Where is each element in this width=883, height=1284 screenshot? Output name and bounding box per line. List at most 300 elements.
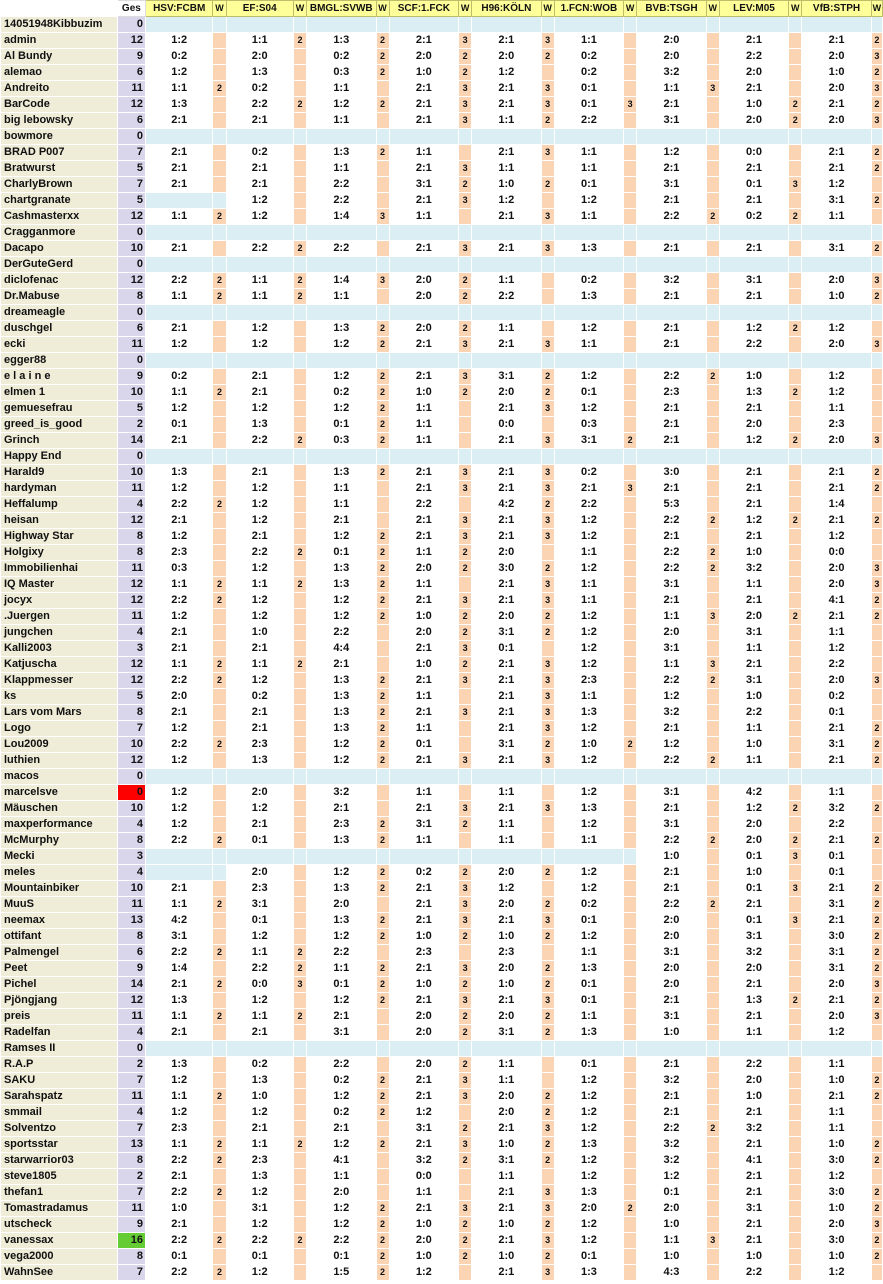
points-cell <box>376 353 389 369</box>
match-header: LEV:M05 <box>719 1 788 17</box>
points-cell: 2 <box>871 913 882 929</box>
points-cell <box>459 417 472 433</box>
points-cell <box>459 1185 472 1201</box>
points-cell <box>706 1025 719 1041</box>
tip-cell: 1:1 <box>554 337 623 353</box>
points-cell <box>376 449 389 465</box>
points-cell: 3 <box>541 1121 554 1137</box>
tip-cell: 1:3 <box>307 913 376 929</box>
points-cell: 3 <box>459 1137 472 1153</box>
total-points: 2 <box>117 417 145 433</box>
points-cell <box>293 1073 306 1089</box>
points-cell <box>789 529 802 545</box>
points-cell <box>789 673 802 689</box>
points-cell: 2 <box>376 753 389 769</box>
player-name[interactable]: Al Bundy <box>1 49 118 65</box>
points-cell: 2 <box>213 273 226 289</box>
tip-cell <box>307 449 376 465</box>
table-row <box>1 433 883 449</box>
tip-cell: 1:0 <box>637 849 706 865</box>
tip-cell: 3:1 <box>719 625 788 641</box>
tip-cell: 2:1 <box>389 113 458 129</box>
player-name[interactable]: Immobilienhai <box>1 561 118 577</box>
tip-cell: 2:0 <box>802 337 871 353</box>
points-cell <box>789 929 802 945</box>
tip-cell: 3:2 <box>389 1153 458 1169</box>
points-cell: 2 <box>789 97 802 113</box>
table-row <box>1 641 883 657</box>
points-cell: 2 <box>376 689 389 705</box>
points-cell <box>376 1185 389 1201</box>
points-cell <box>789 721 802 737</box>
points-cell <box>213 1041 226 1057</box>
tip-cell <box>554 449 623 465</box>
player-name[interactable]: dreameagle <box>1 305 118 321</box>
tip-cell: 2:2 <box>307 625 376 641</box>
tip-cell: 0:2 <box>226 145 293 161</box>
points-cell <box>789 1121 802 1137</box>
points-cell <box>376 1041 389 1057</box>
player-name[interactable]: elmen 1 <box>1 385 118 401</box>
tip-cell: 2:0 <box>472 545 541 561</box>
points-cell: 3 <box>871 1217 882 1233</box>
points-cell <box>541 161 554 177</box>
points-cell <box>624 1249 637 1265</box>
tip-cell: 1:0 <box>472 1249 541 1265</box>
points-cell: 2 <box>213 1137 226 1153</box>
tip-cell: 2:1 <box>637 417 706 433</box>
player-name[interactable]: sportsstar <box>1 1137 118 1153</box>
points-cell <box>789 689 802 705</box>
points-cell <box>706 945 719 961</box>
player-name[interactable]: Kalli2003 <box>1 641 118 657</box>
tip-cell: 2:1 <box>637 1105 706 1121</box>
tip-cell: 1:3 <box>307 721 376 737</box>
player-name[interactable]: heisan <box>1 513 118 529</box>
points-cell <box>624 961 637 977</box>
player-name[interactable]: Dr.Mabuse <box>1 289 118 305</box>
tip-cell <box>472 769 541 785</box>
points-cell: 2 <box>376 529 389 545</box>
player-name[interactable]: Radelfan <box>1 1025 118 1041</box>
tip-cell: 1:3 <box>307 321 376 337</box>
player-name[interactable]: Cashmasterxx <box>1 209 118 225</box>
points-cell: 3 <box>541 913 554 929</box>
tip-cell: 1:2 <box>554 1153 623 1169</box>
player-name[interactable]: Peet <box>1 961 118 977</box>
tip-cell: 1:2 <box>637 1169 706 1185</box>
player-name[interactable]: maxperformance <box>1 817 118 833</box>
points-cell <box>624 465 637 481</box>
tip-cell <box>389 305 458 321</box>
points-cell <box>789 817 802 833</box>
points-cell: 2 <box>541 1025 554 1041</box>
tip-cell: 3:1 <box>307 1025 376 1041</box>
points-cell <box>376 1057 389 1073</box>
points-cell <box>706 737 719 753</box>
tip-cell: 2:1 <box>389 481 458 497</box>
points-column-header: W <box>871 1 882 17</box>
tip-cell: 1:2 <box>307 753 376 769</box>
tip-cell: 2:1 <box>719 657 788 673</box>
player-name[interactable]: BRAD P007 <box>1 145 118 161</box>
total-points: 7 <box>117 1121 145 1137</box>
player-name[interactable]: Katjuscha <box>1 657 118 673</box>
tip-cell <box>389 769 458 785</box>
player-name[interactable]: Tomastradamus <box>1 1201 118 1217</box>
player-name[interactable]: starwarrior03 <box>1 1153 118 1169</box>
points-cell <box>871 865 882 881</box>
player-name[interactable]: meles <box>1 865 118 881</box>
player-name[interactable]: Cragganmore <box>1 225 118 241</box>
tip-cell: 1:0 <box>554 737 623 753</box>
points-cell <box>706 241 719 257</box>
player-name[interactable]: Grinch <box>1 433 118 449</box>
points-cell <box>706 1105 719 1121</box>
player-name[interactable]: alemao <box>1 65 118 81</box>
points-cell <box>213 465 226 481</box>
tip-cell: 1:1 <box>719 577 788 593</box>
tip-cell: 0:1 <box>719 849 788 865</box>
tip-cell: 2:1 <box>145 977 212 993</box>
tip-cell: 1:1 <box>226 33 293 49</box>
tip-cell: 1:0 <box>226 625 293 641</box>
player-name[interactable]: vanessax <box>1 1233 118 1249</box>
player-name[interactable]: marcelsve <box>1 785 118 801</box>
tip-cell <box>145 769 212 785</box>
points-cell <box>293 1105 306 1121</box>
tip-cell: 2:1 <box>554 481 623 497</box>
player-name[interactable]: Pjöngjang <box>1 993 118 1009</box>
tip-cell: 2:2 <box>145 833 212 849</box>
player-name[interactable]: Logo <box>1 721 118 737</box>
tip-cell: 2:1 <box>719 401 788 417</box>
points-cell: 2 <box>871 993 882 1009</box>
tip-cell: 1:0 <box>719 865 788 881</box>
points-cell: 2 <box>376 817 389 833</box>
points-cell <box>541 945 554 961</box>
points-cell: 3 <box>459 465 472 481</box>
player-name[interactable]: bowmore <box>1 129 118 145</box>
player-name[interactable]: Sarahspatz <box>1 1089 118 1105</box>
points-cell <box>459 737 472 753</box>
tip-cell: 1:0 <box>472 1217 541 1233</box>
total-points: 5 <box>117 161 145 177</box>
total-points: 5 <box>117 193 145 209</box>
player-name[interactable]: admin <box>1 33 118 49</box>
points-cell <box>706 1041 719 1057</box>
tip-cell: 3:2 <box>719 561 788 577</box>
points-cell: 3 <box>541 529 554 545</box>
player-name[interactable]: Bratwurst <box>1 161 118 177</box>
tip-cell: 3:1 <box>637 113 706 129</box>
player-name[interactable]: ottifant <box>1 929 118 945</box>
player-name[interactable]: chartgranate <box>1 193 118 209</box>
header-row <box>1 1 883 17</box>
points-cell: 2 <box>293 1233 306 1249</box>
tip-cell: 1:2 <box>554 657 623 673</box>
tip-cell: 1:0 <box>472 977 541 993</box>
points-cell <box>293 1217 306 1233</box>
player-name[interactable]: .Juergen <box>1 609 118 625</box>
player-name[interactable]: e l a i n e <box>1 369 118 385</box>
points-cell: 3 <box>459 753 472 769</box>
player-name[interactable]: IQ Master <box>1 577 118 593</box>
points-cell <box>789 241 802 257</box>
tip-cell: 3:1 <box>802 737 871 753</box>
tip-cell: 3:1 <box>637 577 706 593</box>
tip-cell: 2:1 <box>389 1201 458 1217</box>
points-cell <box>376 1121 389 1137</box>
points-cell: 2 <box>871 1185 882 1201</box>
player-name[interactable]: WahnSee <box>1 1265 118 1281</box>
table-row <box>1 865 883 881</box>
points-cell: 2 <box>789 801 802 817</box>
points-cell: 3 <box>541 753 554 769</box>
tip-cell <box>389 849 458 865</box>
player-name[interactable]: Solventzo <box>1 1121 118 1137</box>
points-cell: 2 <box>376 369 389 385</box>
player-name[interactable]: steve1805 <box>1 1169 118 1185</box>
tip-cell: 2:1 <box>719 481 788 497</box>
player-name[interactable]: egger88 <box>1 353 118 369</box>
table-row <box>1 529 883 545</box>
player-name[interactable]: Mecki <box>1 849 118 865</box>
tip-cell: 1:3 <box>226 1073 293 1089</box>
tip-cell: 2:2 <box>307 241 376 257</box>
tip-cell: 1:4 <box>802 497 871 513</box>
tip-cell: 2:3 <box>145 545 212 561</box>
player-name[interactable]: Holgixy <box>1 545 118 561</box>
points-cell: 3 <box>541 689 554 705</box>
player-name[interactable]: diclofenac <box>1 273 118 289</box>
tip-cell: 2:2 <box>719 337 788 353</box>
points-cell <box>624 1057 637 1073</box>
points-cell: 3 <box>459 673 472 689</box>
player-name[interactable]: greed_is_good <box>1 417 118 433</box>
tip-cell: 2:1 <box>389 593 458 609</box>
points-cell: 3 <box>706 657 719 673</box>
tip-cell <box>802 305 871 321</box>
tip-cell: 1:1 <box>472 817 541 833</box>
tip-cell <box>307 1041 376 1057</box>
tip-cell: 1:0 <box>637 1249 706 1265</box>
player-name[interactable]: Palmengel <box>1 945 118 961</box>
points-cell <box>459 1041 472 1057</box>
player-name[interactable]: vega2000 <box>1 1249 118 1265</box>
points-cell: 2 <box>789 993 802 1009</box>
points-cell <box>871 209 882 225</box>
tip-cell <box>554 17 623 33</box>
tip-cell: 2:1 <box>802 481 871 497</box>
table-row <box>1 1233 883 1249</box>
tip-cell: 1:2 <box>145 609 212 625</box>
tip-cell: 1:2 <box>307 929 376 945</box>
points-cell: 3 <box>541 433 554 449</box>
match-header: BMGL:SVWB <box>307 1 376 17</box>
player-name[interactable]: macos <box>1 769 118 785</box>
player-name[interactable]: smmail <box>1 1105 118 1121</box>
tip-cell: 1:1 <box>472 113 541 129</box>
tip-cell: 0:3 <box>145 561 212 577</box>
tip-cell: 2:0 <box>389 321 458 337</box>
tip-cell: 1:2 <box>719 321 788 337</box>
player-name[interactable]: Pichel <box>1 977 118 993</box>
tip-cell: 1:3 <box>554 1185 623 1201</box>
player-name[interactable]: Andreito <box>1 81 118 97</box>
tip-cell: 2:1 <box>307 1009 376 1025</box>
points-cell <box>706 593 719 609</box>
tip-cell: 2:1 <box>389 897 458 913</box>
player-name[interactable]: CharlyBrown <box>1 177 118 193</box>
table-row <box>1 577 883 593</box>
player-name[interactable]: Lou2009 <box>1 737 118 753</box>
tip-cell <box>145 449 212 465</box>
player-name[interactable]: Mountainbiker <box>1 881 118 897</box>
points-cell <box>624 449 637 465</box>
tip-cell: 2:0 <box>802 113 871 129</box>
tip-cell: 1:3 <box>554 241 623 257</box>
tip-cell: 1:2 <box>226 1217 293 1233</box>
tip-cell: 2:1 <box>719 897 788 913</box>
player-name[interactable]: Heffalump <box>1 497 118 513</box>
player-name[interactable]: SAKU <box>1 1073 118 1089</box>
points-cell <box>541 353 554 369</box>
tip-cell: 2:1 <box>389 369 458 385</box>
table-row <box>1 33 883 49</box>
points-cell: 2 <box>376 49 389 65</box>
player-name[interactable]: jungchen <box>1 625 118 641</box>
player-name[interactable]: Lars vom Mars <box>1 705 118 721</box>
total-points: 6 <box>117 65 145 81</box>
player-name[interactable]: ecki <box>1 337 118 353</box>
points-cell <box>293 865 306 881</box>
tip-cell <box>554 769 623 785</box>
player-name[interactable]: luthien <box>1 753 118 769</box>
points-cell: 3 <box>789 177 802 193</box>
player-name[interactable]: Dacapo <box>1 241 118 257</box>
points-cell: 2 <box>376 33 389 49</box>
player-name[interactable]: Mäuschen <box>1 801 118 817</box>
points-cell <box>293 673 306 689</box>
player-name[interactable]: ks <box>1 689 118 705</box>
points-cell: 2 <box>871 593 882 609</box>
tip-cell: 0:1 <box>307 977 376 993</box>
tip-cell: 2:1 <box>389 801 458 817</box>
tip-cell: 2:1 <box>389 1137 458 1153</box>
tip-cell: 1:3 <box>307 881 376 897</box>
player-name[interactable]: Klappmesser <box>1 673 118 689</box>
player-name[interactable]: duschgel <box>1 321 118 337</box>
player-name[interactable]: preis <box>1 1009 118 1025</box>
points-cell <box>706 689 719 705</box>
tip-cell: 1:2 <box>554 625 623 641</box>
tip-cell: 2:1 <box>472 81 541 97</box>
player-name[interactable]: DerGuteGerd <box>1 257 118 273</box>
points-cell: 3 <box>541 1265 554 1281</box>
player-name[interactable]: hardyman <box>1 481 118 497</box>
points-cell <box>624 881 637 897</box>
total-points: 0 <box>117 129 145 145</box>
tip-cell: 1:2 <box>226 193 293 209</box>
points-cell: 2 <box>213 1153 226 1169</box>
tip-cell: 2:2 <box>802 817 871 833</box>
points-cell <box>459 577 472 593</box>
points-cell <box>624 785 637 801</box>
points-cell <box>789 1201 802 1217</box>
player-name[interactable]: BarCode <box>1 97 118 113</box>
points-cell <box>293 625 306 641</box>
tip-cell: 2:0 <box>554 1201 623 1217</box>
tip-cell: 1:2 <box>554 1233 623 1249</box>
points-cell <box>213 529 226 545</box>
tip-cell: 2:3 <box>145 1121 212 1137</box>
player-name[interactable]: McMurphy <box>1 833 118 849</box>
table-row <box>1 417 883 433</box>
tip-cell <box>226 17 293 33</box>
points-cell <box>624 193 637 209</box>
player-name[interactable]: utscheck <box>1 1217 118 1233</box>
points-cell <box>213 401 226 417</box>
tip-cell: 0:1 <box>554 1249 623 1265</box>
player-name[interactable]: Happy End <box>1 449 118 465</box>
points-cell: 3 <box>624 481 637 497</box>
tip-cell: 2:1 <box>802 33 871 49</box>
points-cell: 2 <box>541 865 554 881</box>
points-cell <box>541 769 554 785</box>
tip-cell: 2:1 <box>472 1201 541 1217</box>
points-cell: 2 <box>293 433 306 449</box>
points-cell <box>459 225 472 241</box>
tip-cell: 1:3 <box>226 65 293 81</box>
tip-cell: 2:0 <box>637 977 706 993</box>
table-row <box>1 113 883 129</box>
player-name[interactable]: neemax <box>1 913 118 929</box>
player-name[interactable]: Ramses II <box>1 1041 118 1057</box>
points-cell <box>213 689 226 705</box>
player-name[interactable]: R.A.P <box>1 1057 118 1073</box>
tip-cell: 1:2 <box>307 97 376 113</box>
player-name[interactable]: thefan1 <box>1 1185 118 1201</box>
tip-cell: 2:1 <box>719 33 788 49</box>
player-name[interactable]: Harald9 <box>1 465 118 481</box>
player-name[interactable]: big lebowsky <box>1 113 118 129</box>
tip-cell: 3:1 <box>226 1201 293 1217</box>
points-cell <box>871 769 882 785</box>
tip-cell: 2:1 <box>637 593 706 609</box>
points-cell <box>706 321 719 337</box>
points-cell <box>293 193 306 209</box>
player-name[interactable]: Highway Star <box>1 529 118 545</box>
player-name[interactable]: 14051948Kibbuzim <box>1 17 118 33</box>
tip-cell: 2:1 <box>637 321 706 337</box>
points-cell: 2 <box>459 657 472 673</box>
points-cell <box>706 417 719 433</box>
player-name[interactable]: MuuS <box>1 897 118 913</box>
tip-cell: 4:4 <box>307 641 376 657</box>
points-cell <box>624 145 637 161</box>
points-cell <box>871 17 882 33</box>
tip-cell: 2:1 <box>389 705 458 721</box>
tip-cell <box>472 449 541 465</box>
player-name[interactable]: jocyx <box>1 593 118 609</box>
points-cell <box>706 849 719 865</box>
tip-cell: 2:1 <box>637 433 706 449</box>
tip-cell <box>802 225 871 241</box>
tip-cell: 2:1 <box>389 33 458 49</box>
player-name[interactable]: gemuesefrau <box>1 401 118 417</box>
points-cell <box>789 1057 802 1073</box>
